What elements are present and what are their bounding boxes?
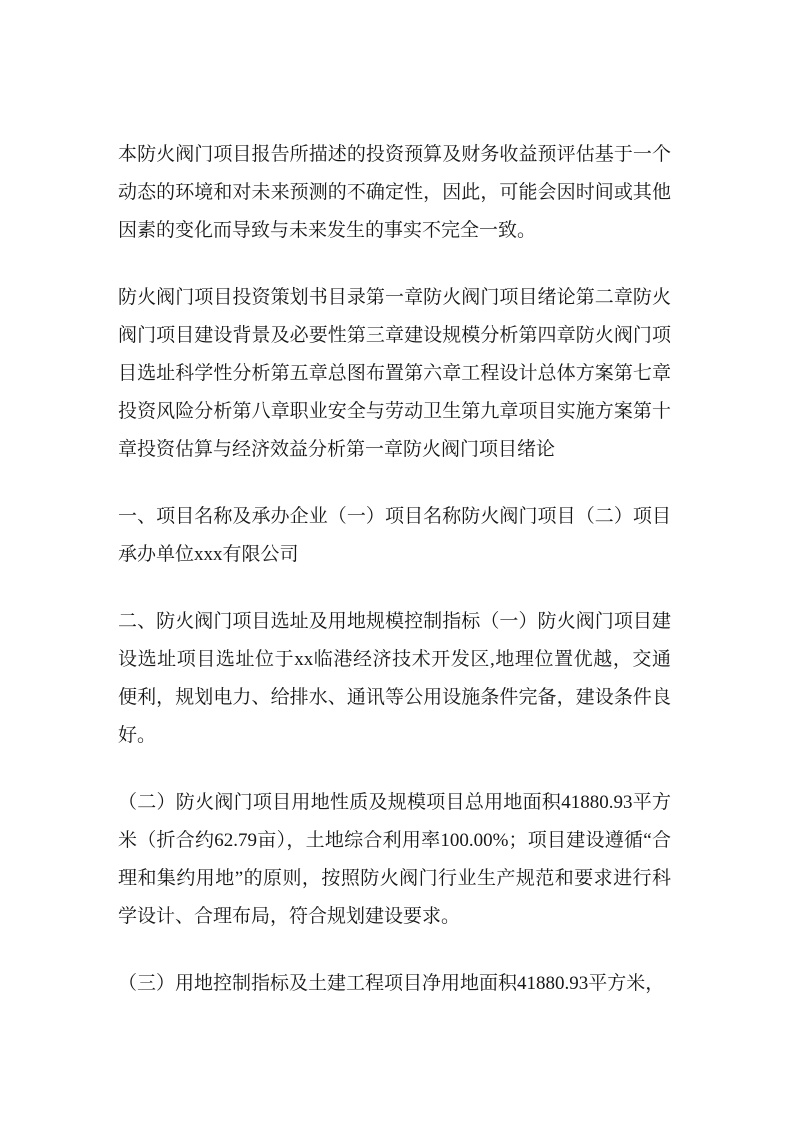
paragraph-land-control-indicators: （三）用地控制指标及土建工程项目净用地面积41880.93平方米，	[118, 973, 665, 994]
paragraph-site-selection: 二、防火阀门项目选址及用地规模控制指标（一）防火阀门项目建设选址项目选址位于xx临港经济技术开发区,地理位置优越，交通便利，规划电力、给排水、通讯等公用设施条件完备，建设条件良好。	[118, 611, 671, 746]
paragraph-disclaimer: 本防火阀门项目报告所描述的投资预算及财务收益预评估基于一个动态的环境和对未来预测的不确定性，因此，可能会因时间或其他因素的变化而导致与未来发生的事实不完全一致。	[118, 144, 671, 241]
document-body	[118, 136, 671, 1003]
paragraph-table-of-contents: 防火阀门项目投资策划书目录第一章防火阀门项目绪论第二章防火阀门项目建设背景及必要性第三章建设规模分析第四章防火阀门项目选址科学性分析第五章总图布置第六章工程设计总体方案第七章投资风险分析第八章职业安全与劳动卫生第九章项目实施方案第十章投资估算与经济效益分析第一章防火阀门项目绪论	[118, 287, 671, 460]
paragraph-land-use-scale: （二）防火阀门项目用地性质及规模项目总用地面积41880.93平方米（折合约62.79亩），土地综合利用率100.00%；项目建设遵循“合理和集约用地”的原则，按照防火阀门行业生产规范和要求进行科学设计、合理布局，符合规划建设要求。	[118, 792, 671, 927]
paragraph-project-name: 一、项目名称及承办企业（一）项目名称防火阀门项目（二）项目承办单位xxx有限公司	[118, 506, 671, 565]
